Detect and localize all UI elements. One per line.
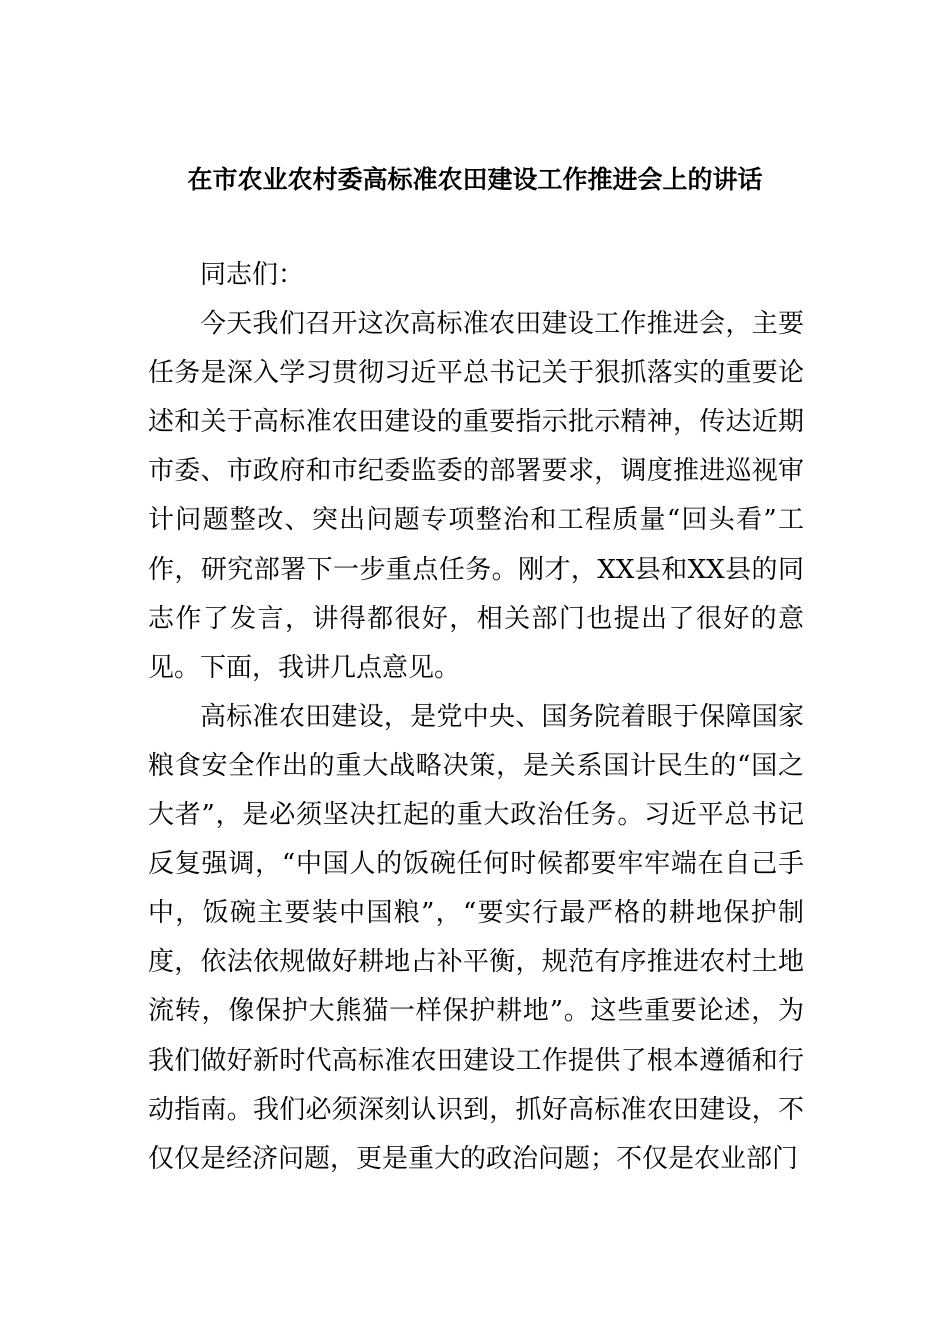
document-body bbox=[148, 251, 804, 1184]
paragraph-2: 高标准农田建设，是党中央、国务院着眼于保障国家粮食安全作出的重大战略决策，是关系国计民生的“国之大者”，是必须坚决扛起的重大政治任务。习近平总书记反复强调，“中国人的饭碗任何时候都要牢牢端在自己手中，饭碗主要装中国粮”，“要实行最严格的耕地保护制度，依法依规做好耕地占补平衡，规范有序推进农村土地流转，像保护大熊猫一样保护耕地”。这些重要论述，为我们做好新时代高标准农田建设工作提供了根本遵循和行动指南。我们必须深刻认识到，抓好高标准农田建设，不仅仅是经济问题，更是重大的政治问题；不仅是农业部门 bbox=[148, 701, 804, 1174]
salutation: 同志们： bbox=[200, 260, 305, 290]
document-title: 在市农业农村委高标准农田建设工作推进会上的讲话 bbox=[187, 165, 763, 194]
paragraph-1: 今天我们召开这次高标准农田建设工作推进会，主要任务是深入学习贯彻习近平总书记关于狠抓落实的重要论述和关于高标准农田建设的重要指示批示精神，传达近期市委、市政府和市纪委监委的部署要求，调度推进巡视审计问题整改、突出问题专项整治和工程质量“回头看”工作，研究部署下一步重点任务。刚才，XX县和XX县的同志作了发言，讲得都很好，相关部门也提出了很好的意见。下面，我讲几点意见。 bbox=[148, 309, 804, 683]
